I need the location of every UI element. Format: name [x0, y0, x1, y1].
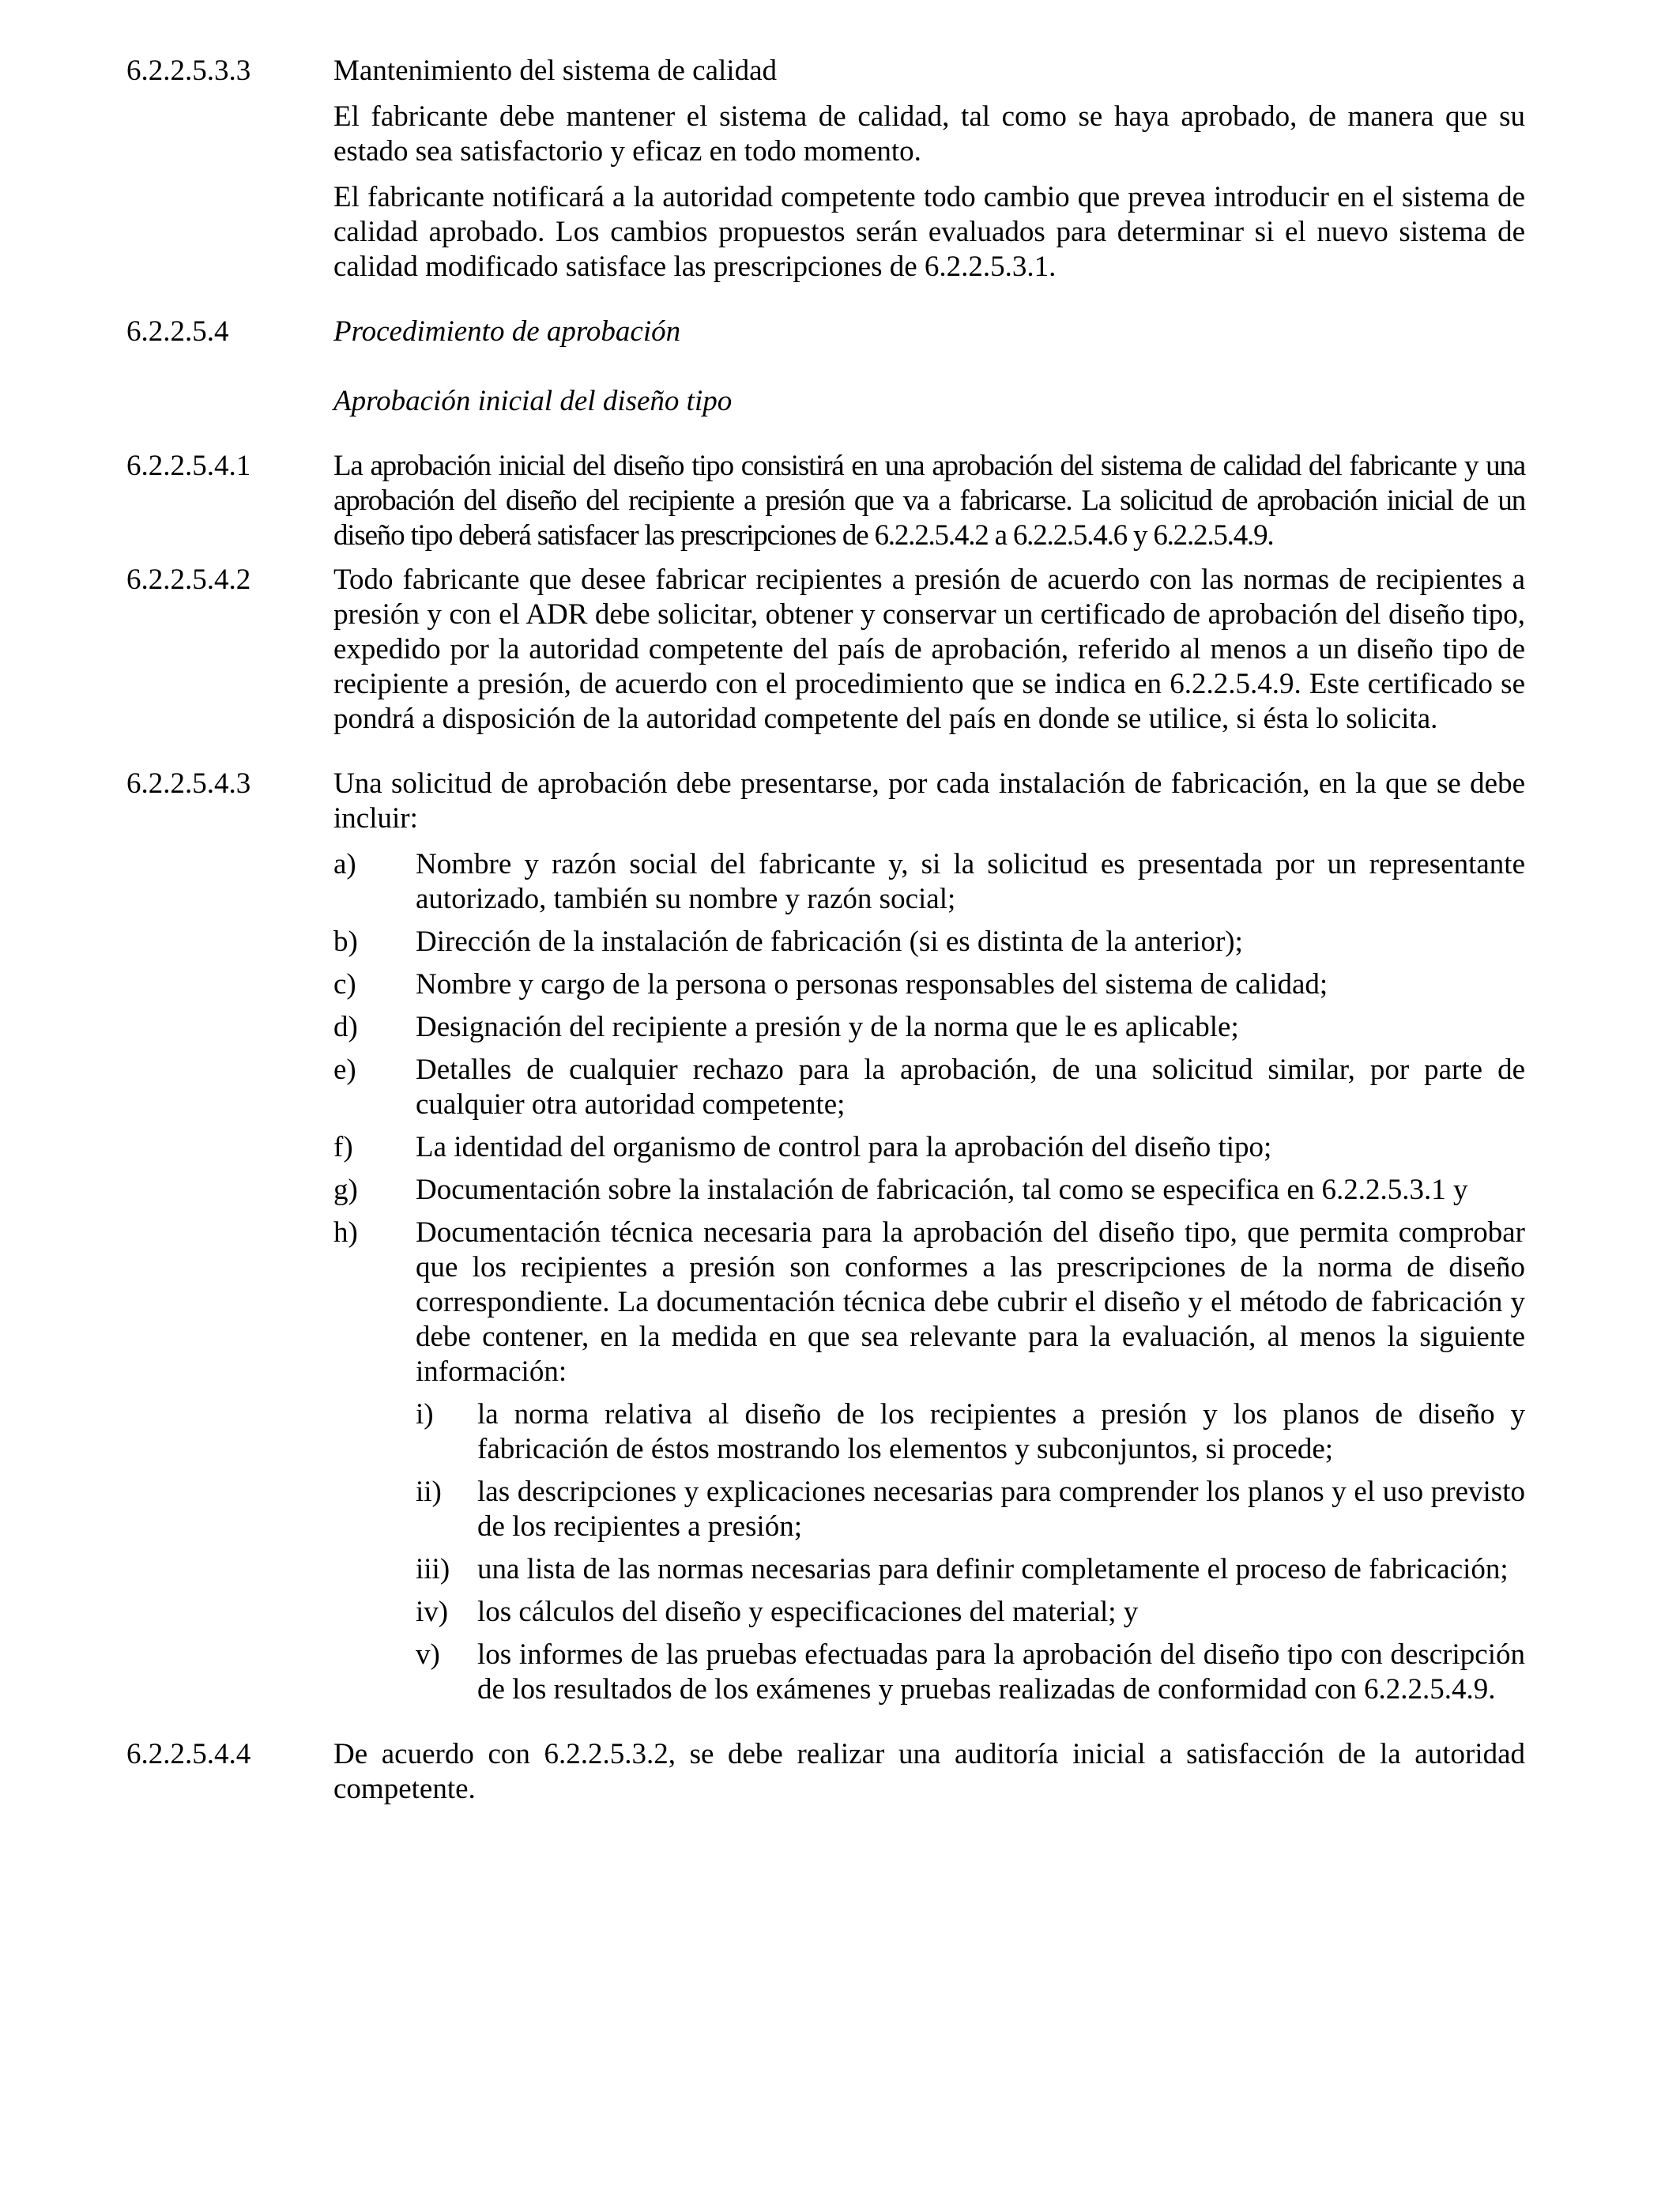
section-subtitle: Aprobación inicial del diseño tipo — [333, 385, 733, 417]
sub-list-item — [416, 1638, 1525, 1707]
list-item-label: c) — [333, 968, 356, 1001]
list-item — [333, 925, 1525, 959]
section-title: Procedimiento de aprobación — [333, 315, 681, 348]
sub-list-item-label: v) — [416, 1638, 440, 1671]
sub-list-item-text: las descripciones y explicaciones necesarias para comprender los planos y el uso previsto de los recipientes a presión; — [477, 1476, 1525, 1543]
list-item-label: b) — [333, 925, 358, 958]
sub-list-item-text: los cálculos del diseño y especificaciones del material; y — [477, 1596, 1139, 1628]
list-item-label: e) — [333, 1054, 356, 1086]
section-number: 6.2.2.5.4 — [126, 315, 229, 348]
list-item-body — [416, 1216, 1525, 1707]
sub-list-item-label: ii) — [416, 1476, 442, 1508]
list-item — [333, 1010, 1525, 1045]
list-item — [333, 967, 1525, 1002]
section-content — [333, 767, 1525, 1707]
sub-list-item-text: los informes de las pruebas efectuadas para la aprobación del diseño tipo con descripción de los resultados de los exámenes y pruebas realizadas de conformidad con 6.2.2.5.4.9. — [477, 1638, 1525, 1706]
section-content — [333, 315, 1525, 419]
list-item — [333, 1216, 1525, 1707]
section-content — [333, 1737, 1525, 1807]
paragraph: La aprobación inicial del diseño tipo consistirá en una aprobación del sistema de calidad del fabricante y una aprobación del diseño del recipiente a presión que va a fabricarse. La solicitud de aprobación inicial de un diseño tipo deberá satisfacer las prescripciones de 6.2.2.5.4.2 a 6.2.2.5.4.6 y 6.2.2.5.4.9. — [333, 450, 1525, 552]
list-item-label: f) — [333, 1131, 353, 1163]
section-title: Mantenimiento del sistema de calidad — [333, 55, 777, 87]
section-number: 6.2.2.5.3.3 — [126, 55, 251, 87]
paragraph: Todo fabricante que desee fabricar recipientes a presión de acuerdo con las normas de recipientes a presión y con el ADR debe solicitar, obtener y conservar un certificado de aprobación del diseño tipo, expedido por la autoridad competente del país de aprobación, referido al menos a un diseño tipo de recipiente a presión, de acuerdo con el procedimiento que se indica en 6.2.2.5.4.9. Este certificado se pondrá a disposición de la autoridad competente del país en donde se utilice, si ésta lo solicita. — [333, 564, 1525, 735]
paragraph: El fabricante notificará a la autoridad competente todo cambio que prevea introducir en el sistema de calidad aprobado. Los cambios propuestos serán evaluados para determinar si el nuevo sistema de calidad modificado satisface las prescripciones de 6.2.2.5.3.1. — [333, 181, 1525, 283]
requirement-list — [333, 847, 1525, 1707]
paragraph: Una solicitud de aprobación debe presentarse, por cada instalación de fabricación, en la que se debe incluir: — [333, 767, 1525, 835]
document-page — [126, 54, 1525, 1807]
sub-list-item-text: una lista de las normas necesarias para definir completamente el proceso de fabricación; — [477, 1553, 1509, 1585]
section-6-2-2-5-4 — [126, 315, 1525, 419]
sub-list-item — [416, 1397, 1525, 1467]
list-item — [333, 1053, 1525, 1122]
list-item — [333, 847, 1525, 917]
list-item-text: Documentación técnica necesaria para la aprobación del diseño tipo, que permita comprobar que los recipientes a presión son conformes a las prescripciones de la norma de diseño correspondiente. La documentación técnica debe cubrir el diseño y el método de fabricación y debe contener, en la medida en que sea relevante para la evaluación, al menos la siguiente información: — [416, 1216, 1525, 1388]
sub-list — [416, 1397, 1525, 1707]
section-6-2-2-5-4-3 — [126, 767, 1525, 1707]
section-number: 6.2.2.5.4.4 — [126, 1738, 251, 1770]
list-item-label: h) — [333, 1216, 358, 1249]
section-number: 6.2.2.5.4.2 — [126, 564, 251, 596]
sub-list-item-label: i) — [416, 1398, 434, 1431]
list-item-text: La identidad del organismo de control para la aprobación del diseño tipo; — [416, 1131, 1272, 1163]
section-6-2-2-5-4-4 — [126, 1737, 1525, 1807]
list-item-text: Dirección de la instalación de fabricación (si es distinta de la anterior); — [416, 925, 1243, 958]
section-6-2-2-5-3-3 — [126, 54, 1525, 285]
list-item-text: Designación del recipiente a presión y de la norma que le es aplicable; — [416, 1011, 1239, 1043]
section-number: 6.2.2.5.4.3 — [126, 767, 251, 800]
section-number: 6.2.2.5.4.1 — [126, 450, 251, 482]
list-item — [333, 1130, 1525, 1165]
list-item-text: Detalles de cualquier rechazo para la aprobación, de una solicitud similar, por parte de cualquier otra autoridad competente; — [416, 1054, 1525, 1121]
sub-list-item-text: la norma relativa al diseño de los recipientes a presión y los planos de diseño y fabricación de éstos mostrando los elementos y subconjuntos, si procede; — [477, 1398, 1525, 1465]
sub-list-item-label: iii) — [416, 1553, 450, 1585]
sub-list-item — [416, 1475, 1525, 1544]
section-6-2-2-5-4-2 — [126, 563, 1525, 737]
sub-list-item — [416, 1595, 1525, 1630]
list-item-text: Nombre y cargo de la persona o personas responsables del sistema de calidad; — [416, 968, 1328, 1001]
paragraph: El fabricante debe mantener el sistema de calidad, tal como se haya aprobado, de manera que su estado sea satisfactorio y eficaz en todo momento. — [333, 100, 1525, 168]
list-item-text: Documentación sobre la instalación de fabricación, tal como se especifica en 6.2.2.5.3.1 y — [416, 1174, 1468, 1206]
section-6-2-2-5-4-1 — [126, 449, 1525, 553]
sub-list-item-label: iv) — [416, 1596, 449, 1628]
list-item-label: a) — [333, 848, 356, 880]
section-content — [333, 563, 1525, 737]
list-item-label: g) — [333, 1174, 358, 1206]
section-content — [333, 54, 1525, 285]
paragraph: De acuerdo con 6.2.2.5.3.2, se debe realizar una auditoría inicial a satisfacción de la autoridad competente. — [333, 1738, 1525, 1805]
sub-list-item — [416, 1552, 1525, 1587]
list-item-label: d) — [333, 1011, 358, 1043]
list-item-text: Nombre y razón social del fabricante y, si la solicitud es presentada por un representante autorizado, también su nombre y razón social; — [416, 848, 1525, 915]
list-item — [333, 1173, 1525, 1208]
section-content — [333, 449, 1525, 553]
